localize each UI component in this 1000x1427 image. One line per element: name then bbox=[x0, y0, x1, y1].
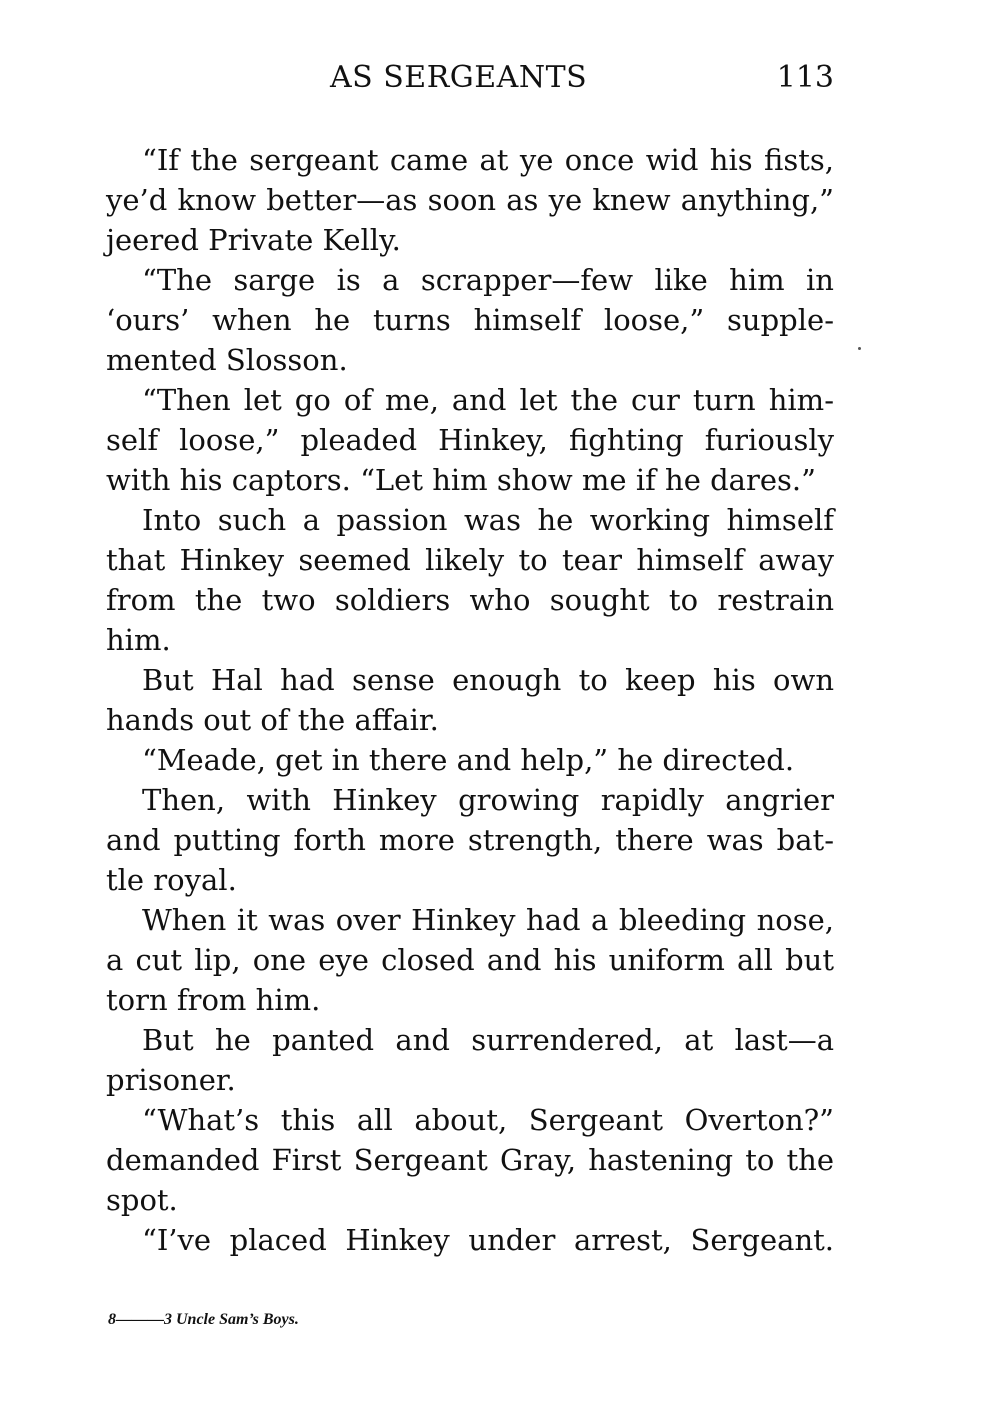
running-head-title: AS SERGEANTS bbox=[330, 60, 588, 95]
paragraph: “Then let go of me, and let the cur turn himself loose,” pleaded Hinkey, fighting furiously with his captors. “Let him show me if he dares.” bbox=[106, 383, 834, 497]
paragraph: “If the sergeant came at ye once wid his fists, ye’d know better—as soon as ye knew anything,” jeered Private Kelly. bbox=[106, 143, 834, 257]
scan-speck bbox=[858, 347, 861, 350]
paragraph: “What’s this all about, Sergeant Overton?” demanded First Sergeant Gray, hastening to the spot. bbox=[106, 1103, 834, 1217]
paragraph: But Hal had sense enough to keep his own hands out of the affair. bbox=[106, 663, 834, 737]
paragraph: “Meade, get in there and help,” he directed. bbox=[142, 743, 795, 777]
signature-mark: 8———3 Uncle Sam’s Boys. bbox=[108, 1311, 299, 1328]
paragraph: Into such a passion was he working himself that Hinkey seemed likely to tear himself away from the two soldiers who sought to restrain him. bbox=[106, 503, 834, 657]
paragraph: But he panted and surrendered, at last—a prisoner. bbox=[106, 1023, 834, 1097]
paragraph: “The sarge is a scrapper—few like him in ‘ours’ when he turns himself loose,” supplemented Slosson. bbox=[106, 263, 834, 377]
body-text bbox=[106, 140, 834, 1260]
page-number: 113 bbox=[776, 60, 834, 95]
paragraph: “I’ve placed Hinkey under arrest, Sergeant. bbox=[142, 1223, 834, 1257]
paragraph: Then, with Hinkey growing rapidly angrier and putting forth more strength, there was battle royal. bbox=[106, 783, 834, 897]
paragraph: When it was over Hinkey had a bleeding nose, a cut lip, one eye closed and his uniform all but torn from him. bbox=[106, 903, 834, 1017]
